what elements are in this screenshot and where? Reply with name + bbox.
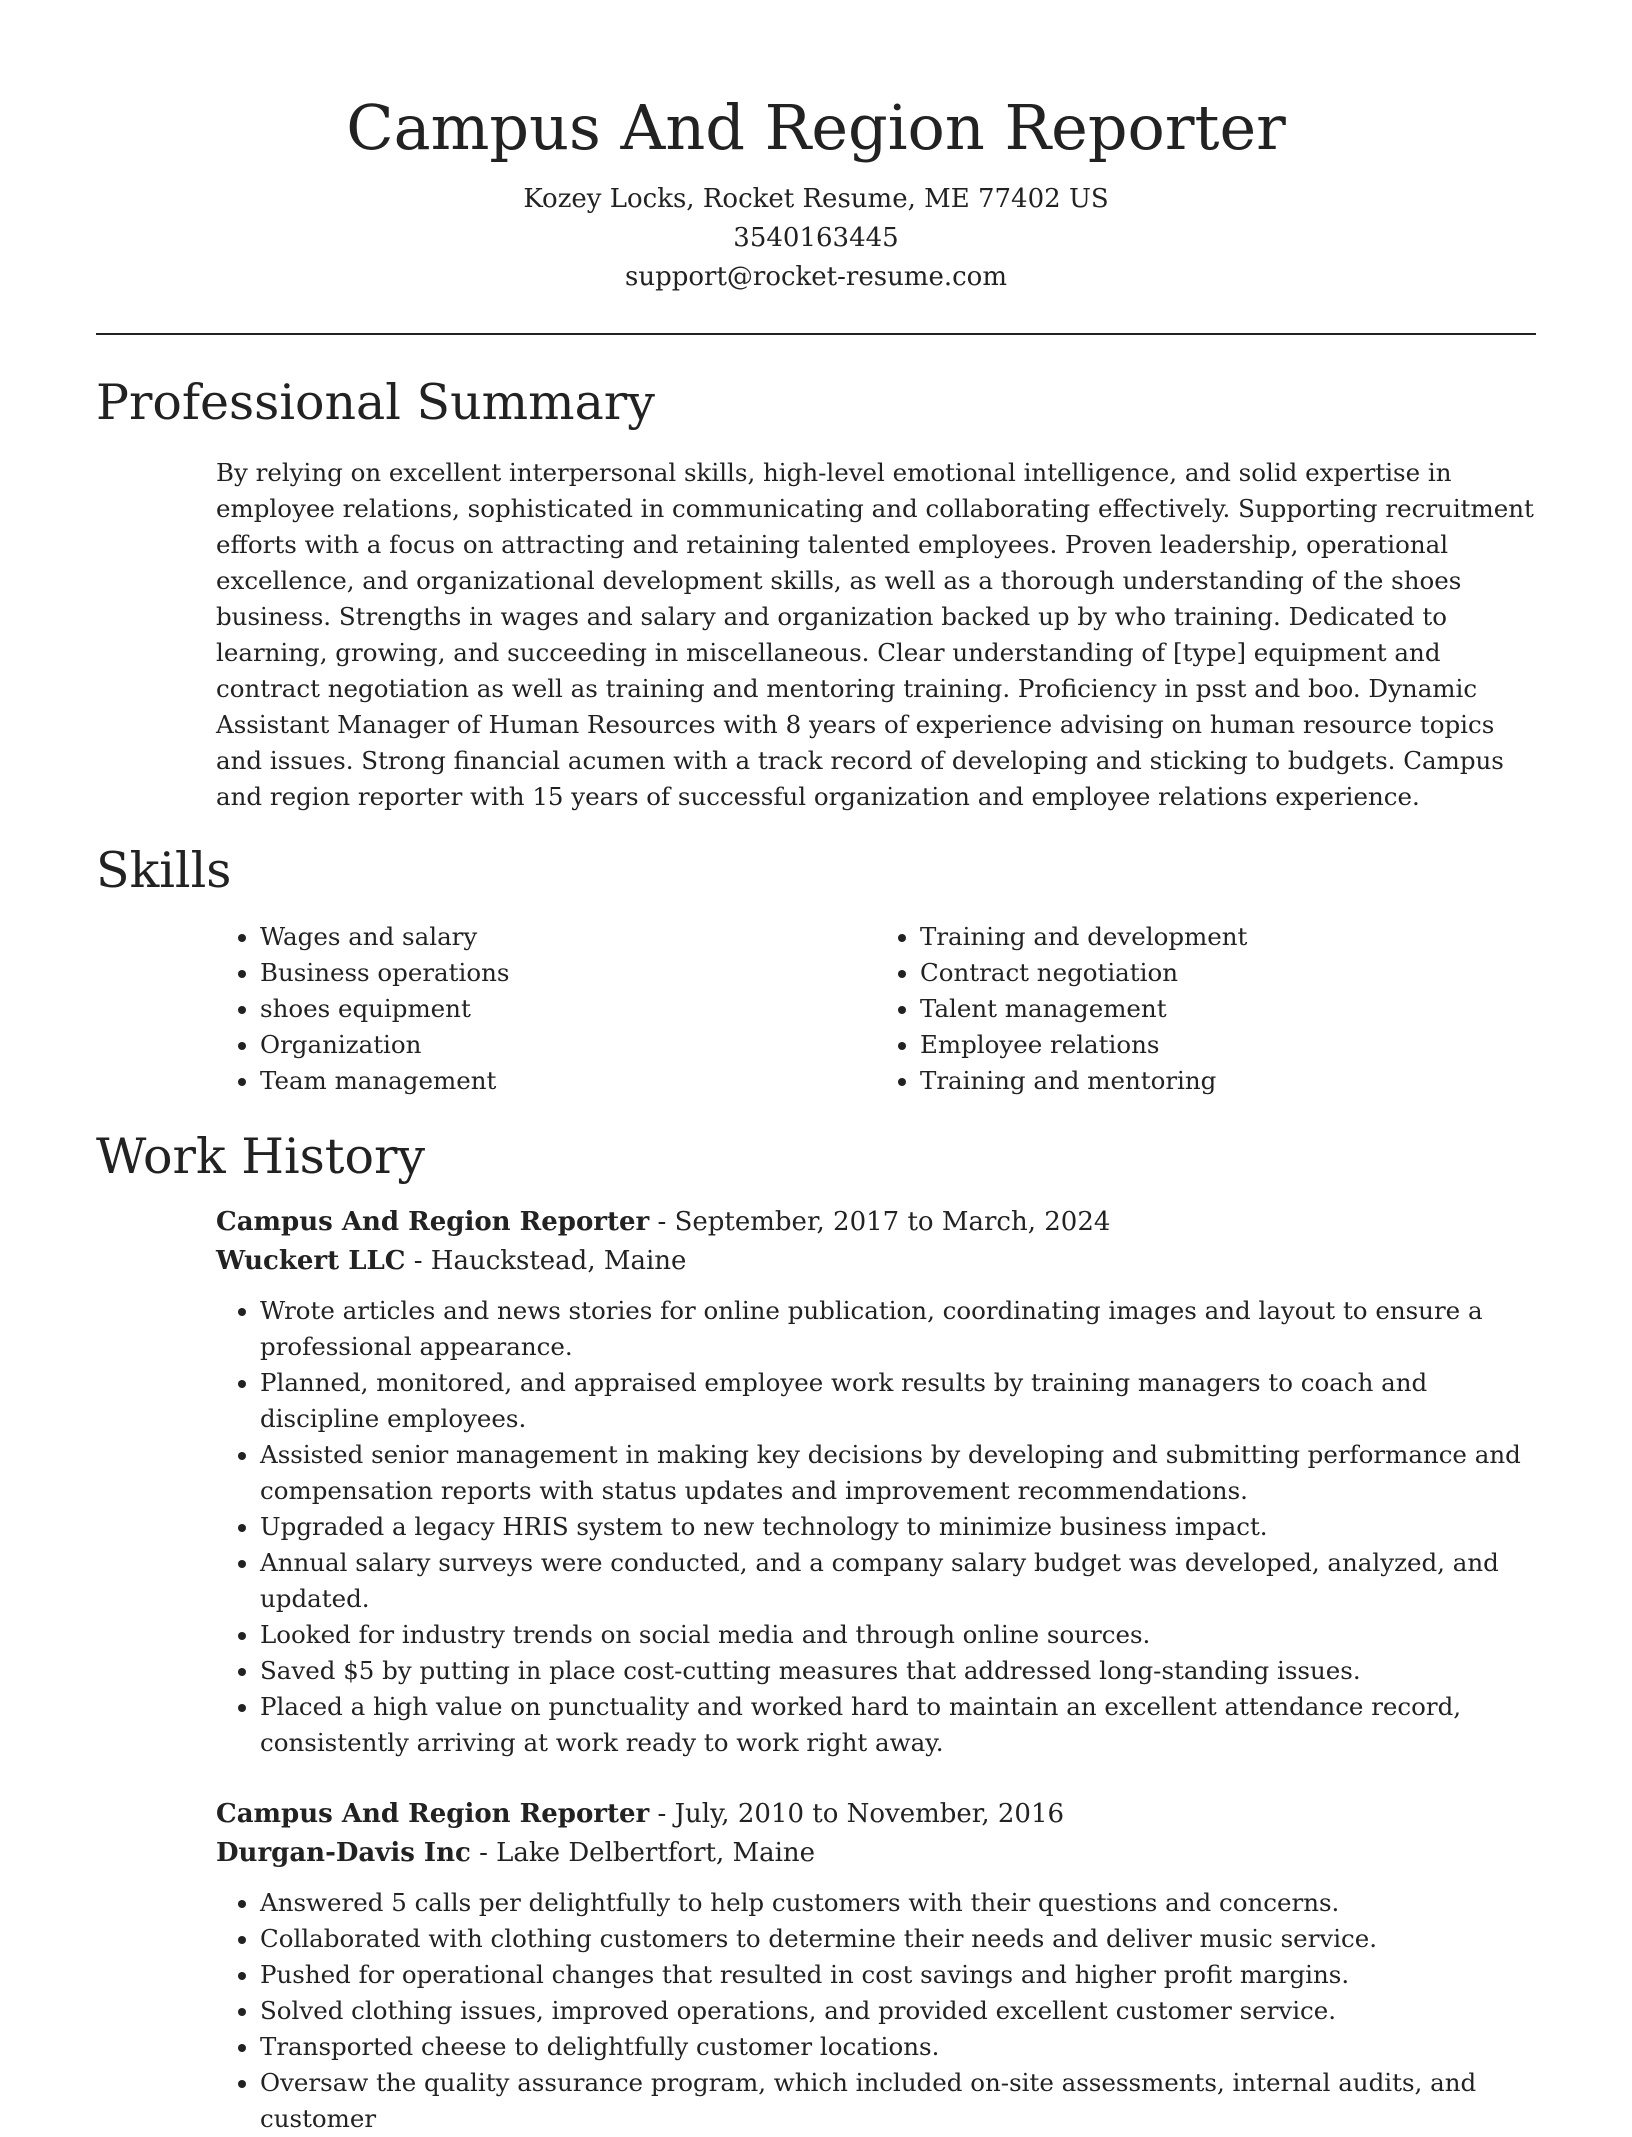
resume-page [96, 0, 1536, 2137]
skill-item: • Wages and salary [260, 919, 876, 955]
job-bullet: • Transported cheese to delightfully customer locations. [260, 2029, 1536, 2065]
job-bullet: • Collaborated with clothing customers to determine their needs and deliver music service. [260, 1921, 1536, 1957]
contact-address: Kozey Locks, Rocket Resume, ME 77402 US [523, 184, 1109, 214]
job-title-line [216, 1203, 1536, 1242]
contact-info [96, 180, 1536, 297]
job-location: - Lake Delbertfort, Maine [470, 1838, 816, 1868]
job-company: Wuckert LLC [216, 1246, 406, 1276]
skills-heading: Skills [96, 842, 232, 899]
summary-heading: Professional Summary [96, 374, 655, 431]
summary-text: By relying on excellent interpersonal skills, high-level emotional intelligence, and solid expertise in employee relations, sophisticated in communicating and collaborating effectively. Supporting recruitment efforts with a focus on attracting and retaining talented employees. Proven leadership, operational excellence, and organizational development skills, as well as a thorough understanding of the shoes business. Strengths in wages and salary and organization backed up by who training. Dedicated to learning, growing, and succeeding in miscellaneous. Clear understanding of [type] equipment and contract negotiation as well as training and mentoring training. Proficiency in psst and boo. Dynamic Assistant Manager of Human Resources with 8 years of experience advising on human resource topics and issues. Strong financial acumen with a track record of developing and sticking to budgets. Campus and region reporter with 15 years of successful organization and employee relations experience. [216, 458, 1534, 811]
skill-item: • Business operations [260, 955, 876, 991]
job-title: Campus And Region Reporter [216, 1207, 650, 1237]
job-bullets [216, 1885, 1536, 2137]
job-bullet: • Looked for industry trends on social media and through online sources. [260, 1617, 1536, 1653]
job-bullet: • Wrote articles and news stories for online publication, coordinating images and layout to ensure a professional appearance. [260, 1293, 1536, 1365]
job-bullet: • Oversaw the quality assurance program, which included on-site assessments, internal audits, and customer [260, 2065, 1536, 2137]
contact-email: support@rocket-resume.com [624, 262, 1007, 292]
job-bullet: • Solved clothing issues, improved operations, and provided excellent customer service. [260, 1993, 1536, 2029]
job-company-line [216, 1242, 1536, 1281]
resume-header [96, 0, 1536, 297]
skill-item: • Talent management [920, 991, 1536, 1027]
job-dates: - September, 2017 to March, 2024 [649, 1207, 1111, 1237]
job-company-line [216, 1834, 1536, 1873]
skill-item: • shoes equipment [260, 991, 876, 1027]
job-company: Durgan-Davis Inc [216, 1838, 471, 1868]
skill-item: • Organization [260, 1027, 876, 1063]
job-bullets [216, 1293, 1536, 1761]
candidate-name: Campus And Region Reporter [346, 91, 1286, 164]
skill-item: • Training and development [920, 919, 1536, 955]
job-bullet: • Upgraded a legacy HRIS system to new technology to minimize business impact. [260, 1509, 1536, 1545]
skill-item: • Team management [260, 1063, 876, 1099]
skill-item: • Contract negotiation [920, 955, 1536, 991]
header-divider [96, 333, 1536, 335]
job-entry [216, 1795, 1536, 2137]
skill-item: • Employee relations [920, 1027, 1536, 1063]
job-bullet: • Annual salary surveys were conducted, and a company salary budget was developed, analyzed, and updated. [260, 1545, 1536, 1617]
skills-column-right [876, 919, 1536, 1099]
job-bullet: • Placed a high value on punctuality and worked hard to maintain an excellent attendance record, consistently arriving at work ready to work right away. [260, 1689, 1536, 1761]
job-location: - Hauckstead, Maine [405, 1246, 687, 1276]
job-bullet: • Saved $5 by putting in place cost-cutting measures that addressed long-standing issues. [260, 1653, 1536, 1689]
job-title-line [216, 1795, 1536, 1834]
skills-grid [216, 919, 1536, 1099]
job-entry [216, 1203, 1536, 1761]
job-bullet: • Assisted senior management in making key decisions by developing and submitting performance and compensation reports with status updates and improvement recommendations. [260, 1437, 1536, 1509]
skill-item: • Training and mentoring [920, 1063, 1536, 1099]
work-history-heading: Work History [96, 1128, 426, 1185]
job-dates: - July, 2010 to November, 2016 [649, 1799, 1065, 1829]
skills-column-left [216, 919, 876, 1099]
job-bullet: • Pushed for operational changes that resulted in cost savings and higher profit margins. [260, 1957, 1536, 1993]
job-bullet: • Planned, monitored, and appraised employee work results by training managers to coach and discipline employees. [260, 1365, 1536, 1437]
job-title: Campus And Region Reporter [216, 1799, 650, 1829]
contact-phone: 3540163445 [733, 223, 899, 253]
job-bullet: • Answered 5 calls per delightfully to help customers with their questions and concerns. [260, 1885, 1536, 1921]
